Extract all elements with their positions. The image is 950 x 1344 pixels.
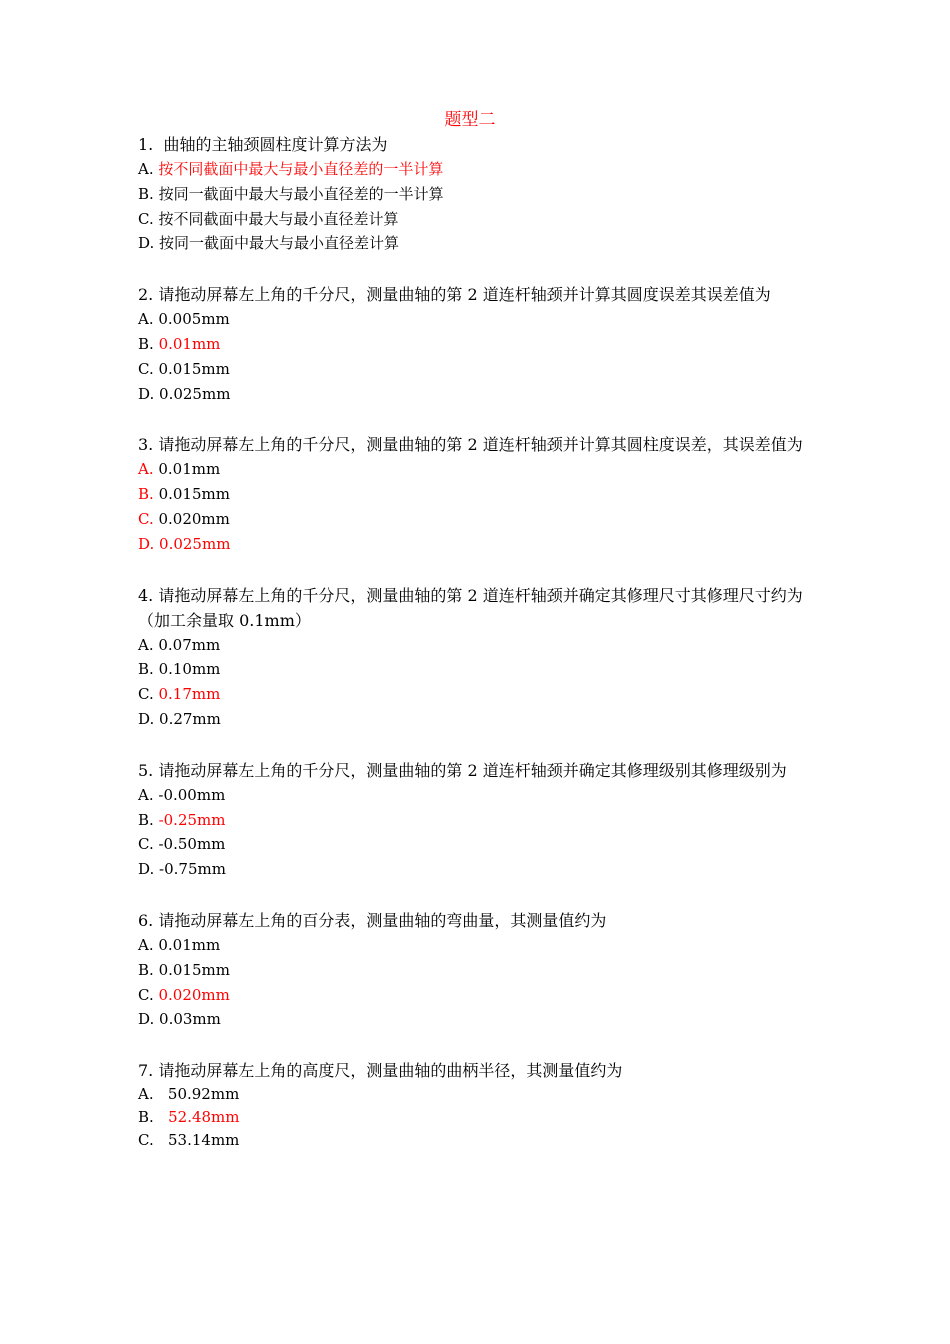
option-row	[138, 1129, 828, 1152]
option-row	[138, 307, 828, 332]
option-text: 0.10mm	[158, 660, 221, 679]
option-text: -0.50mm	[158, 835, 226, 854]
option-letter: D.	[138, 384, 160, 403]
option-text: 52.48mm	[168, 1108, 240, 1127]
option-row	[138, 783, 828, 808]
option-text: 按不同截面中最大与最小直径差计算	[158, 209, 399, 228]
option-letter: D.	[138, 1010, 160, 1029]
question-4	[138, 583, 828, 732]
question-text: 6. 请拖动屏幕左上角的百分表，测量曲轴的弯曲量，其测量值约为	[138, 910, 607, 930]
option-text: 按同一截面中最大与最小直径差的一半计算	[158, 184, 444, 203]
option-text: 0.01mm	[158, 935, 221, 954]
option-letter: A.	[138, 785, 159, 804]
option-row	[138, 983, 828, 1008]
option-text: 50.92mm	[167, 1085, 240, 1104]
question-2	[138, 282, 828, 406]
option-row	[138, 157, 828, 182]
option-letter: B.	[138, 485, 159, 504]
option-row	[138, 657, 828, 682]
option-letter: C.	[138, 509, 159, 528]
document-page	[138, 108, 828, 1178]
option-text: 0.27mm	[159, 709, 221, 728]
option-text: 0.015mm	[158, 359, 230, 378]
question-text: 5. 请拖动屏幕左上角的千分尺，测量曲轴的第 2 道连杆轴颈并确定其修理级别其修理级别为	[138, 760, 787, 780]
question-6	[138, 908, 828, 1032]
question-text: 7. 请拖动屏幕左上角的高度尺，测量曲轴的曲柄半径，其测量值约为	[138, 1061, 623, 1081]
option-row	[138, 808, 828, 833]
option-row	[138, 1083, 828, 1106]
option-letter: B.	[138, 660, 159, 679]
option-letter: A.	[138, 935, 159, 954]
option-letter: A.	[138, 460, 159, 479]
option-row	[138, 532, 828, 557]
option-row	[138, 231, 828, 256]
option-row	[138, 207, 828, 232]
option-row	[138, 933, 828, 958]
option-text: 按同一截面中最大与最小直径差计算	[159, 234, 400, 253]
option-letter: B.	[138, 184, 159, 203]
option-row	[138, 633, 828, 658]
option-text: 53.14mm	[168, 1131, 240, 1150]
option-row	[138, 332, 828, 357]
option-text: 按不同截面中最大与最小直径差的一半计算	[158, 160, 444, 178]
option-row	[138, 682, 828, 707]
question-text: 4. 请拖动屏幕左上角的千分尺，测量曲轴的第 2 道连杆轴颈并确定其修理尺寸其修理尺寸约为（加工余量取 0.1mm）	[138, 585, 803, 630]
question-7	[138, 1058, 828, 1152]
option-text: 0.07mm	[158, 635, 221, 654]
option-text: 0.005mm	[158, 310, 230, 329]
option-letter: C.	[138, 685, 159, 704]
option-text: 0.025mm	[159, 384, 231, 403]
option-text: 0.01mm	[158, 460, 221, 479]
option-text: 0.025mm	[159, 534, 231, 553]
option-row	[138, 357, 828, 382]
option-letter: B.	[138, 960, 159, 979]
option-text: 0.03mm	[159, 1010, 221, 1029]
option-letter: A.	[138, 310, 159, 329]
option-row	[138, 457, 828, 482]
question-1	[138, 132, 828, 256]
option-letter: D.	[138, 709, 160, 728]
option-row	[138, 182, 828, 207]
option-row	[138, 958, 828, 983]
option-text: -0.75mm	[159, 860, 226, 879]
question-text: 3. 请拖动屏幕左上角的千分尺，测量曲轴的第 2 道连杆轴颈并计算其圆柱度误差，其误差值为	[138, 435, 803, 455]
option-row	[138, 507, 828, 532]
option-text: 0.015mm	[158, 485, 230, 504]
option-letter: C.	[138, 835, 159, 854]
question-3	[138, 432, 828, 556]
option-row	[138, 482, 828, 507]
option-row	[138, 707, 828, 732]
option-text: 0.17mm	[158, 685, 221, 704]
option-letter: B.	[138, 334, 159, 353]
option-text: 0.020mm	[158, 509, 230, 528]
option-letter: A.	[138, 635, 159, 654]
option-letter: A.	[138, 1085, 168, 1104]
option-text: 0.01mm	[158, 334, 221, 353]
question-5	[138, 758, 828, 882]
option-letter: D.	[138, 234, 160, 253]
option-letter: C.	[138, 359, 159, 378]
option-letter: C.	[138, 1131, 169, 1150]
option-letter: C.	[138, 209, 159, 228]
option-letter: B.	[138, 1108, 169, 1127]
option-letter: B.	[138, 810, 159, 829]
option-row	[138, 1007, 828, 1032]
page-title: 题型二	[444, 110, 496, 130]
option-text: -0.25mm	[158, 810, 226, 829]
option-letter: C.	[138, 985, 159, 1004]
option-row	[138, 857, 828, 882]
option-letter: A.	[138, 160, 159, 178]
option-letter: D.	[138, 534, 160, 553]
option-text: 0.020mm	[158, 985, 230, 1004]
option-row	[138, 1106, 828, 1129]
question-text: 2. 请拖动屏幕左上角的千分尺，测量曲轴的第 2 道连杆轴颈并计算其圆度误差其误差值为	[138, 285, 771, 305]
option-text: -0.00mm	[158, 785, 226, 804]
option-text: 0.015mm	[158, 960, 230, 979]
option-row	[138, 382, 828, 407]
question-text: 1. 曲轴的主轴颈圆柱度计算方法为	[138, 135, 388, 154]
option-row	[138, 832, 828, 857]
option-letter: D.	[138, 860, 160, 879]
question-list	[138, 132, 828, 1152]
